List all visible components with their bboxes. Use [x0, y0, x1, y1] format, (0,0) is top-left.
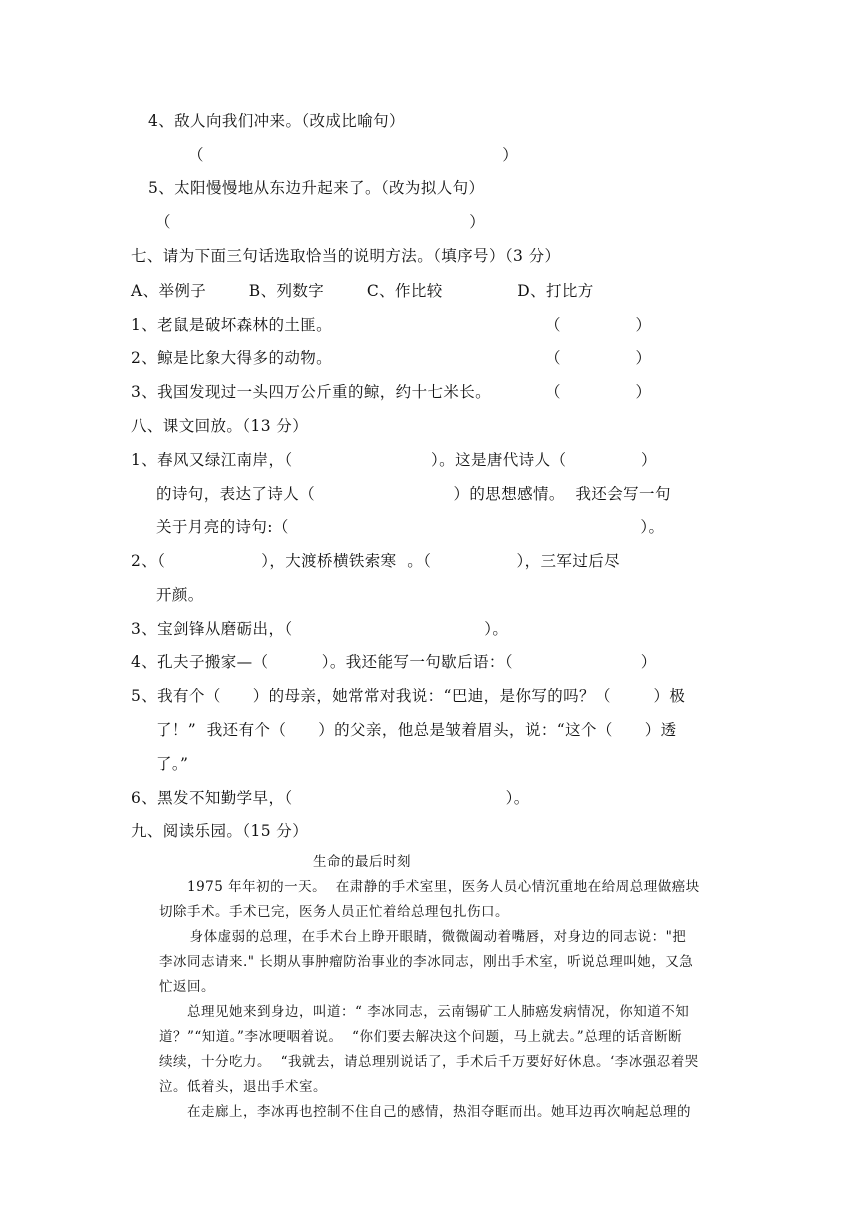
question-4-answer-blank: （ ） [188, 146, 519, 164]
section-8-line: 的诗句，表达了诗人（ ）的思想感情。 我还会写一句 [156, 485, 671, 503]
article-line: 道？”“知道。”李冰哽咽着说。 “你们要去解决这个问题，马上就去。”总理的话音断断 [159, 1029, 683, 1045]
section-7-options: A、举例子 B、列数字 C、作比较 D、打比方 [131, 282, 594, 300]
section-8-line: 关于月亮的诗句:（ ）。 [156, 518, 665, 536]
article-line: 在走廊上，李冰再也控制不住自己的感情，热泪夺眶而出。她耳边再次响起总理的 [187, 1104, 691, 1120]
section-8-line: 1、春风又绿江南岸，（ ）。这是唐代诗人（ ） [131, 451, 657, 469]
article-line: 泣。低着头，退出手术室。 [159, 1079, 327, 1095]
section-8-line: 5、我有个（ ）的母亲，她常常对我说：“巴迪，是你写的吗？（ ）极 [131, 687, 686, 705]
section-7-item-blank: （ ） [545, 316, 652, 334]
section-8-heading: 八、课文回放。（13 分） [131, 417, 309, 435]
question-5-answer-blank: （ ） [155, 213, 486, 231]
section-8-line: 2、（ ），大渡桥横铁索寒 。（ ），三军过后尽 [131, 552, 621, 570]
article-line: 身体虚弱的总理，在手术台上睁开眼睛，微微阖动着嘴唇，对身边的同志说："把 [180, 929, 687, 945]
question-5-text: 5、太阳慢慢地从东边升起来了。（改为拟人句） [148, 179, 485, 197]
section-7-heading: 七、请为下面三句话选取恰当的说明方法。（填序号）（3 分） [131, 247, 561, 265]
article-line: 总理见她来到身边，叫道：“ 李冰同志，云南锡矿工人肺癌发病情况，你知道不知 [187, 1004, 690, 1020]
article-line: 忙返回。 [159, 979, 215, 995]
section-8-line: 6、黑发不知勤学早，（ ）。 [131, 789, 530, 807]
article-line: 切除手术。手术已完，医务人员正忙着给总理包扎伤口。 [159, 904, 509, 920]
article-title: 生命的最后时刻 [313, 854, 411, 870]
section-8-line: 了。” [156, 755, 189, 773]
section-8-line: 4、孔夫子搬家—（ ）。我还能写一句歇后语：（ ） [131, 653, 657, 671]
section-9-heading: 九、阅读乐园。（15 分） [131, 822, 309, 840]
section-8-line: 3、宝剑锋从磨砺出，（ ）。 [131, 620, 509, 638]
section-8-line: 开颜。 [156, 586, 204, 604]
section-7-item-blank: （ ） [545, 349, 652, 367]
article-line: 续续，十分吃力。 “我就去，请总理别说话了，手术后千万要好好休息。‘李冰强忍着哭 [159, 1054, 699, 1070]
article-line: 1975 年年初的一天。 在肃静的手术室里，医务人员心情沉重地在给周总理做癌块 [187, 879, 700, 895]
section-8-line: 了！” 我还有个（ ）的父亲，他总是皱着眉头，说：“这个（ ）透 [156, 721, 677, 739]
section-7-item-blank: （ ） [545, 383, 652, 401]
question-4-text: 4、敌人向我们冲来。（改成比喻句） [148, 112, 405, 130]
section-7-item: 1、老鼠是破坏森林的土匪。 [131, 316, 333, 334]
section-7-item: 2、鲸是比象大得多的动物。 [131, 349, 333, 367]
article-line: 李冰同志请来." 长期从事肿瘤防治事业的李冰同志，刚出手术室，听说总理叫她，又急 [159, 954, 694, 970]
section-7-item: 3、我国发现过一头四万公斤重的鲸，约十七米长。 [131, 383, 492, 401]
